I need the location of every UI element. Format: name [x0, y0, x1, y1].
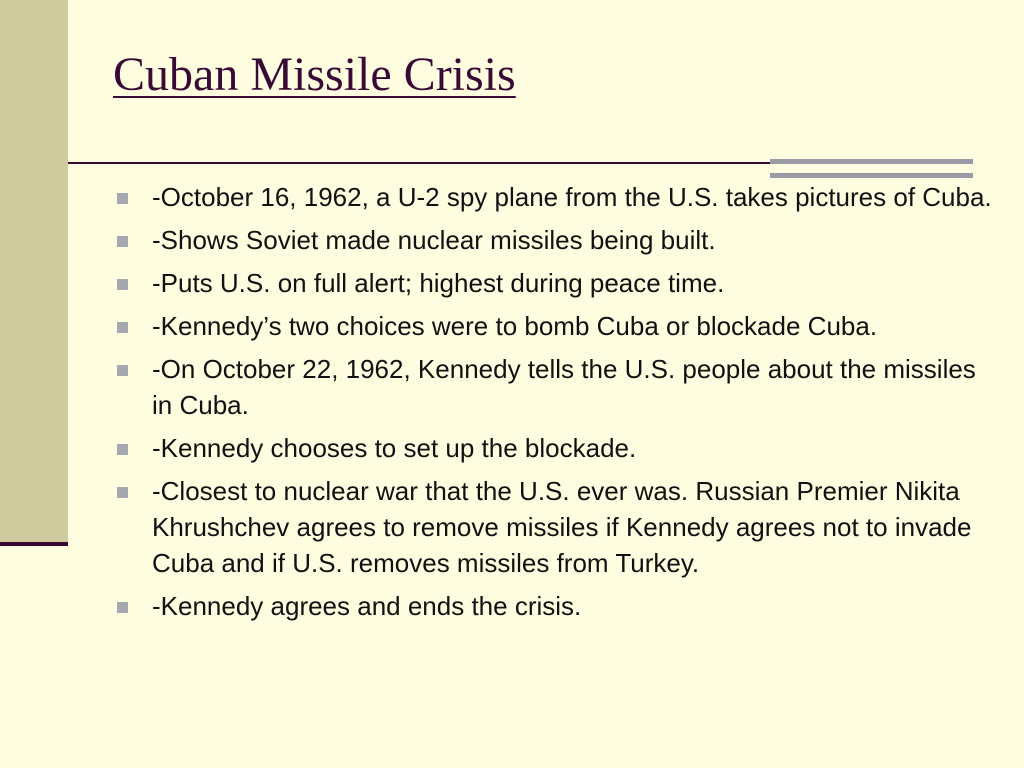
bullet-text: -Closest to nuclear war that the U.S. ever was. Russian Premier Nikita Khrushchev agrees to remove missiles if Kennedy agrees not to invade Cuba and if U.S. removes missiles from Turkey. [152, 476, 972, 578]
bullet-item [112, 179, 992, 215]
bullet-text: -Kennedy’s two choices were to bomb Cuba or blockade Cuba. [152, 311, 878, 341]
square-bullet-icon [117, 322, 128, 333]
bullet-text: -Puts U.S. on full alert; highest during peace time. [152, 268, 725, 298]
bullet-item [112, 473, 992, 581]
side-decor-band [0, 0, 68, 542]
slide-title: Cuban Missile Crisis [113, 48, 516, 101]
bullet-item [112, 351, 992, 423]
bullet-list [112, 179, 992, 631]
bullet-item [112, 430, 992, 466]
decor-bar-top [770, 159, 973, 164]
bullet-text: -Kennedy chooses to set up the blockade. [152, 433, 637, 463]
square-bullet-icon [117, 365, 128, 376]
bullet-item [112, 222, 992, 258]
square-bullet-icon [117, 279, 128, 290]
bullet-text: -October 16, 1962, a U-2 spy plane from the U.S. takes pictures of Cuba. [152, 182, 992, 212]
decor-bar-bottom [770, 173, 973, 178]
bullet-text: -Kennedy agrees and ends the crisis. [152, 591, 582, 621]
square-bullet-icon [117, 487, 128, 498]
square-bullet-icon [117, 444, 128, 455]
bullet-item [112, 308, 992, 344]
title-divider [68, 162, 770, 164]
bullet-text: -Shows Soviet made nuclear missiles being built. [152, 225, 716, 255]
side-decor-line [0, 542, 68, 546]
square-bullet-icon [117, 193, 128, 204]
bullet-item [112, 265, 992, 301]
square-bullet-icon [117, 602, 128, 613]
bullet-item [112, 588, 992, 624]
bullet-text: -On October 22, 1962, Kennedy tells the U.S. people about the missiles in Cuba. [152, 354, 976, 420]
square-bullet-icon [117, 236, 128, 247]
